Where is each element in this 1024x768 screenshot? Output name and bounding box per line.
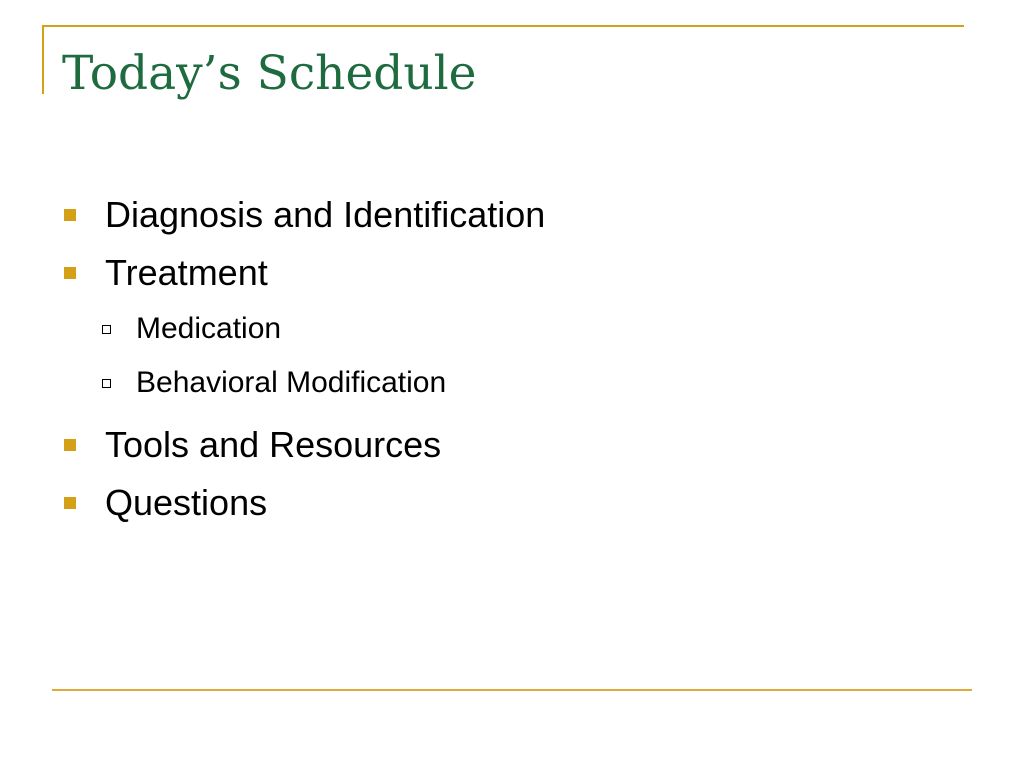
- title-frame-left-rule: [42, 25, 44, 94]
- sub-bullet-item-medication: [100, 302, 960, 356]
- bullet-item-treatment: [60, 244, 960, 302]
- filled-square-bullet-icon: [64, 497, 76, 509]
- hollow-square-bullet-icon: [102, 325, 111, 334]
- slide-title: Today’s Schedule: [62, 46, 477, 101]
- bullet-list: [60, 186, 960, 532]
- title-frame-top-rule: [42, 25, 964, 27]
- sub-bullet-item-behavioral-modification: [100, 356, 960, 410]
- sub-bullet-text: Medication: [136, 312, 282, 345]
- bullet-item-questions: [60, 474, 960, 532]
- bullet-text: Questions: [105, 482, 268, 523]
- footer-rule: [52, 689, 972, 691]
- sub-bullet-text: Behavioral Modification: [136, 366, 447, 399]
- bullet-item-tools-resources: [60, 416, 960, 474]
- bullet-text: Treatment: [105, 252, 268, 293]
- bullet-text: Tools and Resources: [105, 424, 442, 465]
- filled-square-bullet-icon: [64, 209, 76, 221]
- bullet-text: Diagnosis and Identification: [105, 194, 546, 235]
- hollow-square-bullet-icon: [102, 379, 111, 388]
- filled-square-bullet-icon: [64, 439, 76, 451]
- bullet-item-diagnosis: [60, 186, 960, 244]
- filled-square-bullet-icon: [64, 267, 76, 279]
